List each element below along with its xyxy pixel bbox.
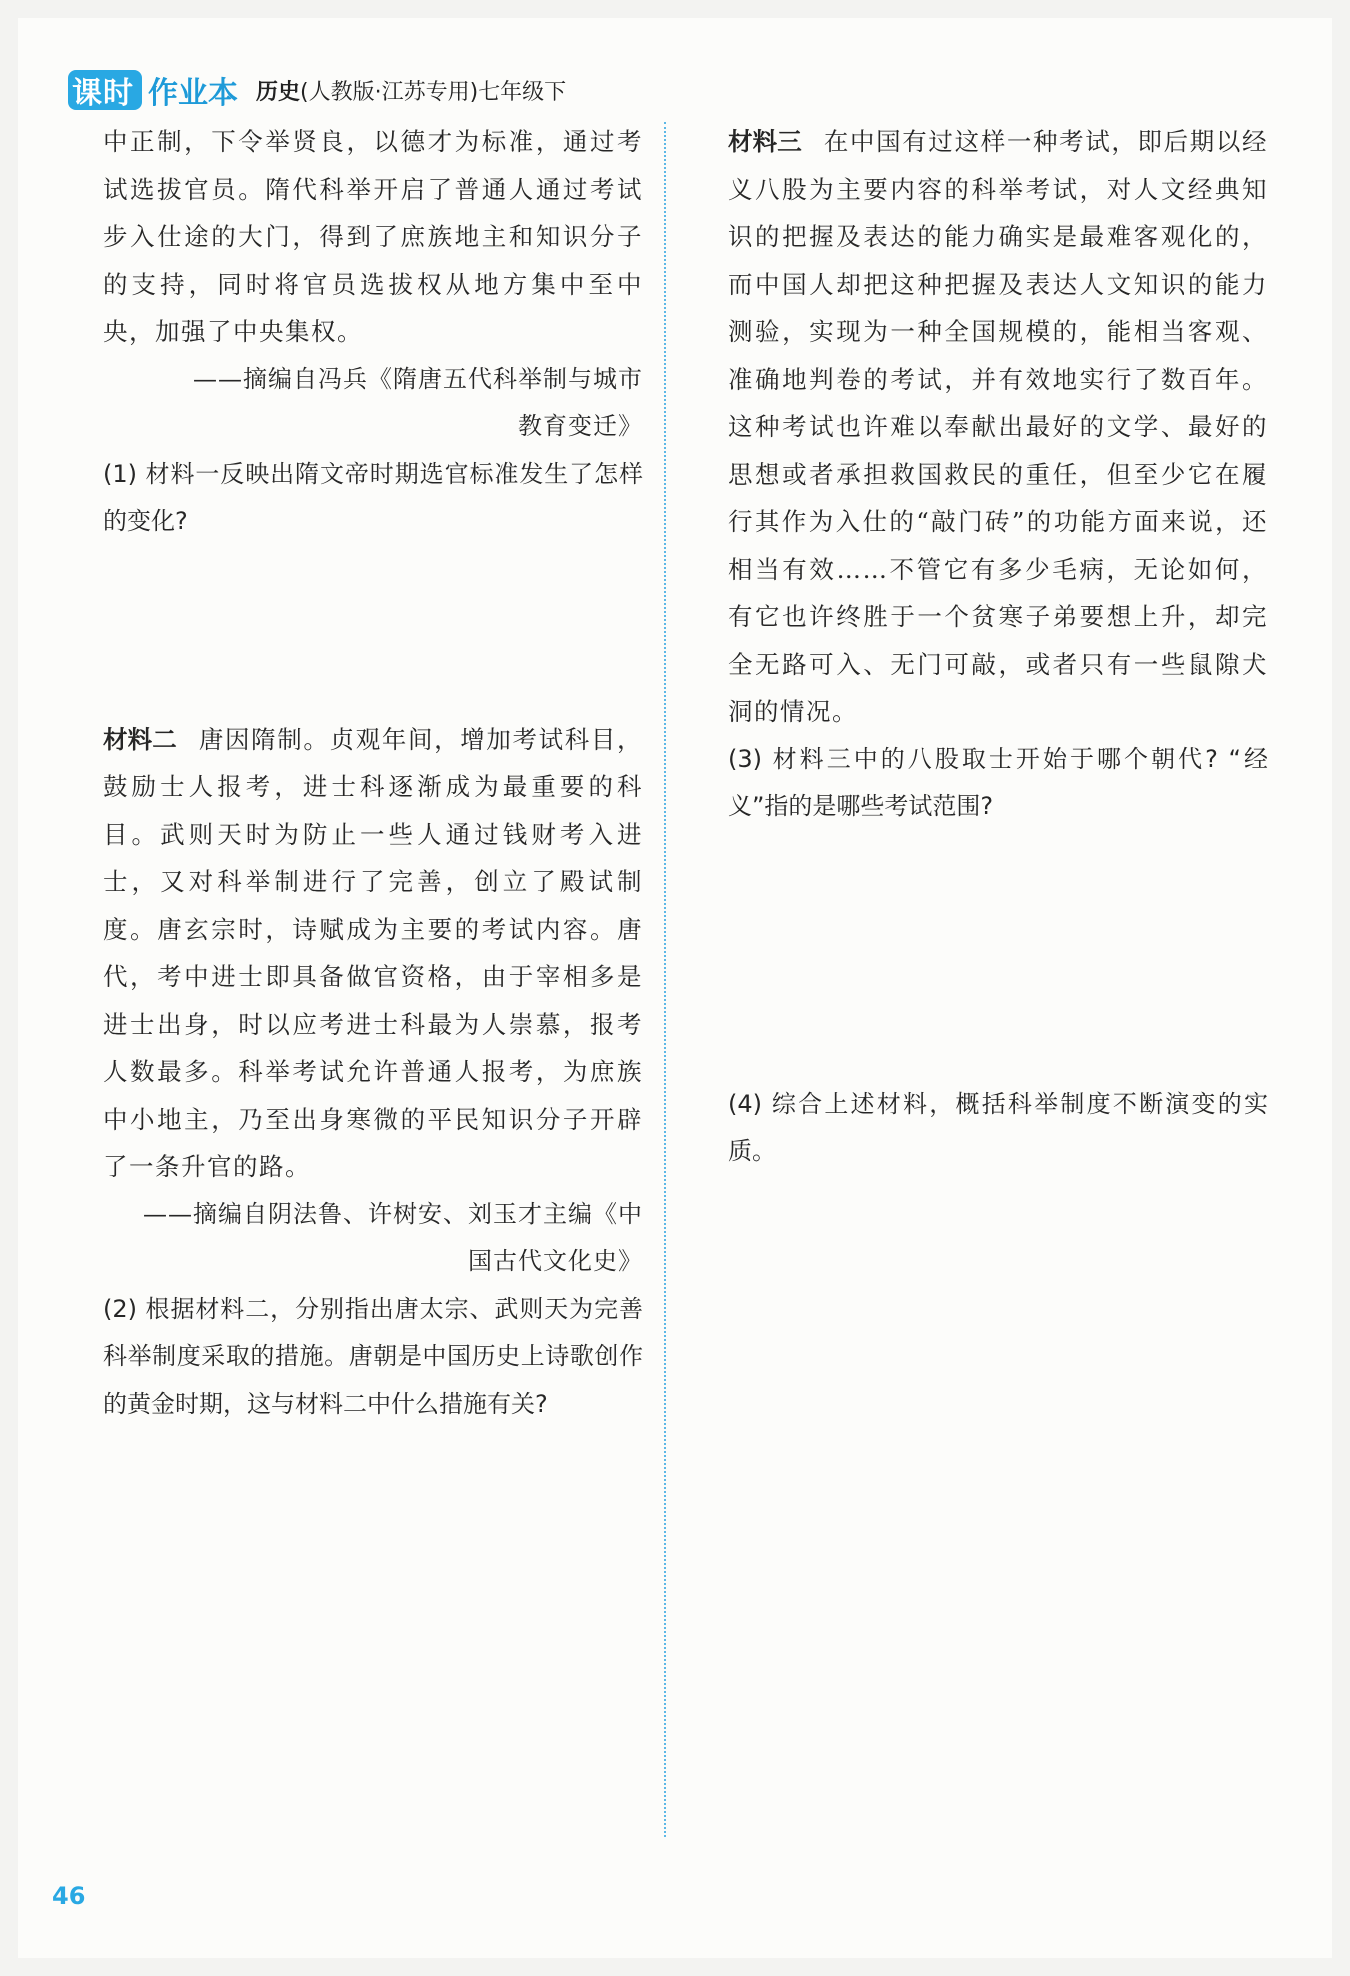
material1-continued: 中正制，下令举贤良，以德才为标准，通过考试选拔官员。隋代科举开启了普通人通过考试步入仕途的大门，得到了庶族地主和知识分子的支持，同时将官员选拔权从地方集中至中央，加强了中央集权。 xyxy=(103,127,643,346)
material3-text: 在中国有过这样一种考试，即后期以经义八股为主要内容的科举考试，对人文经典知识的把握及表达的能力确实是最难客观化的，而中国人却把这种把握及表达人文知识的能力测验，实现为一种全国规模的，能相当客观、准确地判卷的考试，并有效地实行了数百年。这种考试也许难以奉献出最好的文学、最好的思想或者承担救国救民的重任，但至少它在履行其作为入仕的“敲门砖”的功能方面来说，还相当有效……不管它有多少毛病，无论如何，有它也许终胜于一个贫寒子弟要想上升，却完全无路可入、无门可敲，或者只有一些鼠隙犬洞的情况。 xyxy=(728,127,1269,726)
material1-source-line2: 教育变迁》 xyxy=(518,412,643,440)
material2-text: 唐因隋制。贞观年间，增加考试科目，鼓励士人报考，进士科逐渐成为最重要的科目。武则天时为防止一些人通过钱财考入进士，又对科举制进行了完善，创立了殿试制度。唐玄宗时，诗赋成为主要的考试内容。唐代，考中进士即具备做官资格，由于宰相多是进士出身，时以应考进士科最为人崇慕，报考人数最多。科举考试允许普通人报考，为庶族中小地主，乃至出身寒微的平民知识分子开辟了一条升官的路。 xyxy=(103,724,644,1181)
material2-source-line2: 国古代文化史》 xyxy=(468,1247,643,1275)
answer-space-3 xyxy=(728,831,1268,1081)
material1-source-line1: ——摘编自冯兵《隋唐五代科举制与城市 xyxy=(193,364,643,393)
question-4: (4) 综合上述材料，概括科举制度不断演变的实质。 xyxy=(728,1089,1268,1165)
question-2: (2) 根据材料二，分别指出唐太宗、武则天为完善科举制度采取的措施。唐朝是中国历史上诗歌创作的黄金时期，这与材料二中什么措施有关? xyxy=(103,1294,643,1418)
edition-label: (人教版·江苏专用)七年级下 xyxy=(300,79,567,105)
left-column xyxy=(103,118,643,1428)
brand-title: 作业本 xyxy=(148,76,238,111)
question-1: (1) 材料一反映出隋文帝时期选官标准发生了怎样的变化? xyxy=(103,459,643,535)
material3-label: 材料三 xyxy=(728,127,802,156)
brand-logo xyxy=(68,70,142,110)
brand-highlight: 课时 xyxy=(72,76,134,111)
question-3: (3) 材料三中的八股取士开始于哪个朝代? “经义”指的是哪些考试范围? xyxy=(728,744,1268,820)
column-divider xyxy=(664,122,666,1837)
answer-space-1 xyxy=(103,546,643,716)
right-column xyxy=(728,118,1268,1176)
material3 xyxy=(728,118,1268,736)
material2-source-line1: ——摘编自阴法鲁、许树安、刘玉才主编《中 xyxy=(143,1199,643,1228)
page-header xyxy=(68,68,566,112)
subject-title: 历史 xyxy=(256,79,301,105)
material2-label: 材料二 xyxy=(103,724,177,754)
page-number: 46 xyxy=(52,1882,86,1910)
material2 xyxy=(103,716,643,1191)
